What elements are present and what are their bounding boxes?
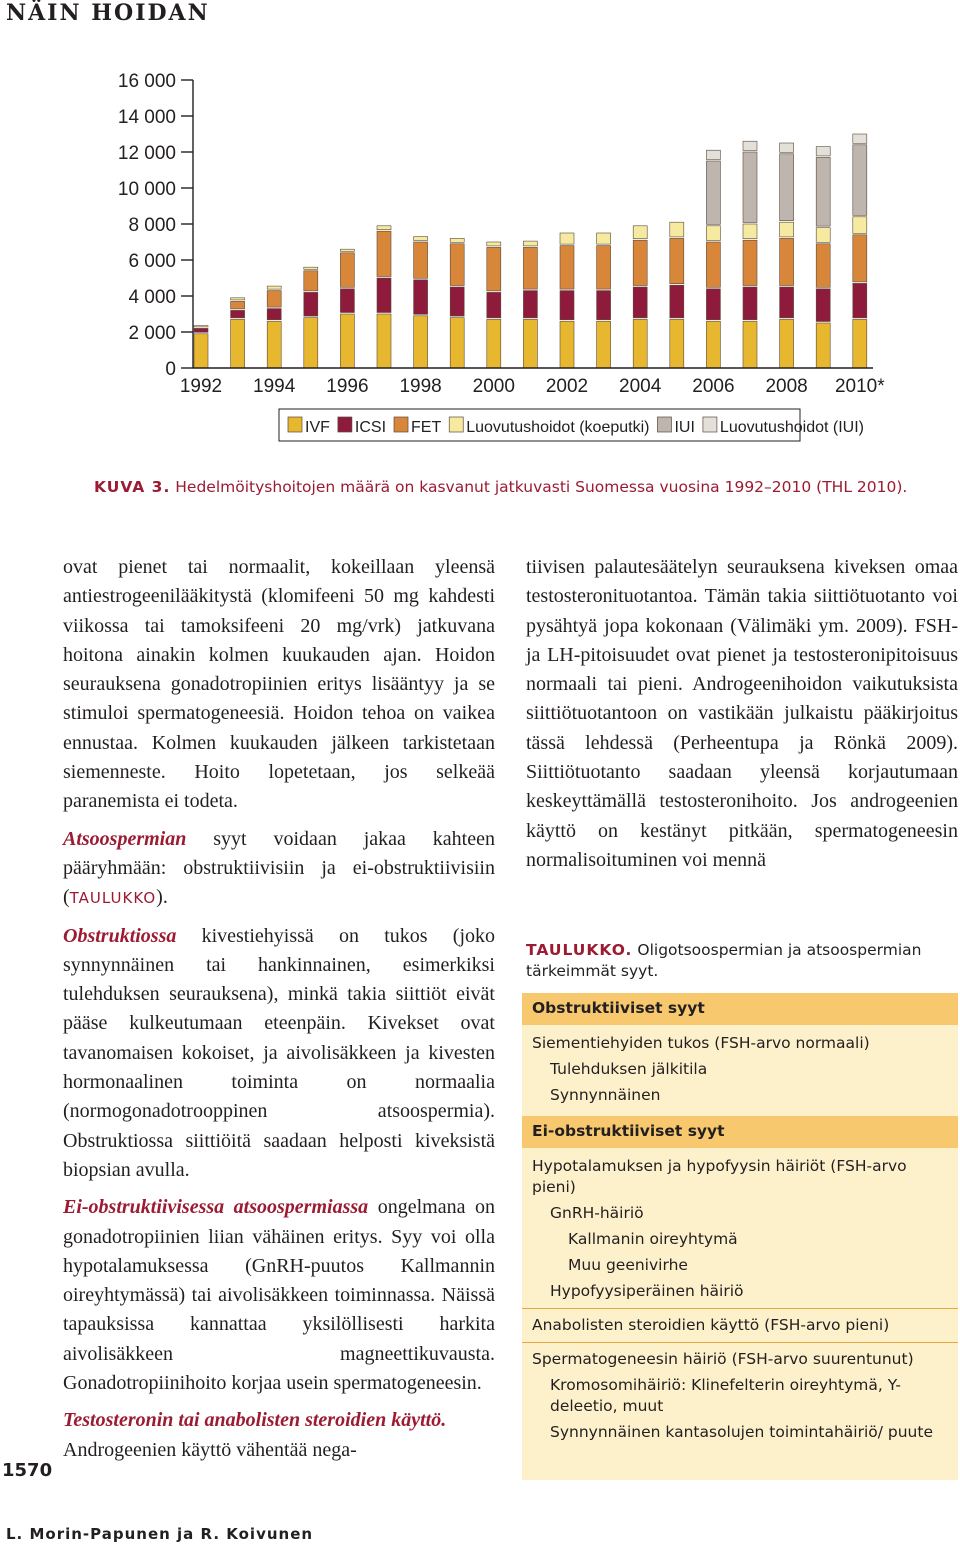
bar-segment bbox=[560, 233, 574, 244]
bar-segment bbox=[231, 298, 245, 300]
table-item: Siementiehyiden tukos (FSH-arvo normaali) bbox=[532, 1034, 870, 1052]
bar-segment bbox=[304, 292, 318, 316]
paragraph bbox=[63, 825, 495, 914]
bar-segment bbox=[633, 226, 647, 239]
bar-segment bbox=[414, 280, 428, 315]
table-caption bbox=[526, 940, 958, 982]
bar-segment bbox=[853, 283, 867, 318]
text-column-right bbox=[526, 553, 958, 875]
bar-segment bbox=[523, 247, 537, 289]
bar-segment bbox=[597, 291, 611, 320]
bar-segment bbox=[743, 287, 757, 320]
y-tick-label: 14 000 bbox=[117, 107, 176, 128]
bar-segment bbox=[780, 222, 794, 237]
paragraph bbox=[63, 1406, 495, 1465]
bar-segment bbox=[450, 244, 464, 286]
legend-swatch bbox=[449, 417, 463, 432]
bar-segment bbox=[816, 157, 830, 226]
bar-segment bbox=[523, 291, 537, 318]
figure-caption-text: Hedelmöityshoitojen määrä on kasvanut jatkuvasti Suomessa vuosina 1992–2010 (THL 2010). bbox=[175, 478, 908, 496]
table-group bbox=[522, 1148, 958, 1308]
bar-segment bbox=[304, 318, 318, 368]
bar-segment bbox=[560, 291, 574, 320]
legend-label: IUI bbox=[674, 419, 695, 436]
bar-segment bbox=[231, 310, 245, 318]
table-item: Hypotalamuksen ja hypofyysin häiriöt (FSH-arvo pieni) bbox=[532, 1157, 907, 1196]
bar-segment bbox=[194, 328, 208, 332]
table-item: Anabolisten steroidien käyttö (FSH-arvo pieni) bbox=[532, 1316, 890, 1334]
bar-segment bbox=[780, 154, 794, 221]
y-tick-label: 12 000 bbox=[117, 143, 176, 164]
paragraph bbox=[63, 1193, 495, 1398]
section-header: NÄIN HOIDAN bbox=[6, 0, 210, 26]
causes-table bbox=[522, 993, 958, 1480]
table-group bbox=[522, 1025, 958, 1112]
table-subitem: Muu geenivirhe bbox=[568, 1256, 688, 1274]
paragraph-text: Androgeenien käyttö vähentää nega- bbox=[63, 1438, 357, 1461]
paragraph-text: kivestiehyissä on tukos (joko synnynnäinen tai hankinnainen, esimerkiksi tulehduksen seurauksena), minkä takia siittiöt eivät pääse kulkeutumaan eteenpäin. Kivekset ovat tavanomaisen kokoiset, ja aivolisäkkeen ja kivesten hormonaalinen toiminta on normaalia (normogonadotrooppinen atsoospermia). Obstruktiossa siittiöitä saadaan helposti kiveksistä biopsian avulla. bbox=[63, 924, 495, 1181]
paragraph: ovat pienet tai normaalit, kokeillaan yleensä antiestrogeenilääkitystä (klomifeeni 50 mg kahdesti viikossa tai tamoksifeeni 20 mg/vrk) jatkuvana hoitona ainakin kolmen kuukauden ajan. Hoidon seurauksena gonadotropiinien eritys lisääntyy ja se stimuloi spermatogeneesiä. Hoidon tehoa on vaikea ennustaa. Kolmen kuukauden jälkeen tarkistetaan siemenneste. Hoito lopetetaan, jos selkeää paranemista ei todeta. bbox=[63, 556, 495, 813]
x-tick-label: 2010* bbox=[834, 376, 885, 397]
x-tick-label: 2000 bbox=[472, 376, 515, 397]
bar-chart bbox=[0, 55, 960, 455]
bar-segment bbox=[377, 231, 391, 276]
legend-label: FET bbox=[411, 419, 442, 436]
bar-segment bbox=[487, 292, 501, 318]
bar-segment bbox=[304, 267, 318, 269]
bar-segment bbox=[231, 301, 245, 309]
table-header-non-obstructive: Ei-obstruktiiviset syyt bbox=[522, 1116, 958, 1148]
table-subitem: Synnynnäinen bbox=[550, 1086, 661, 1104]
bar-segment bbox=[670, 238, 684, 283]
bar-segment bbox=[853, 145, 867, 216]
bar-segment bbox=[377, 226, 391, 230]
x-tick-label: 2002 bbox=[545, 376, 589, 397]
bar-segment bbox=[780, 238, 794, 285]
bar-segment bbox=[816, 228, 830, 243]
bar-segment bbox=[267, 309, 281, 320]
table-header-obstructive: Obstruktiiviset syyt bbox=[522, 993, 958, 1025]
bar-segment bbox=[194, 326, 208, 327]
bar-segment bbox=[523, 319, 537, 368]
x-tick-label: 1992 bbox=[179, 376, 223, 397]
bar-segment bbox=[340, 253, 354, 287]
paragraph: tiivisen palautesäätelyn seurauksena kiveksen omaa testosteronituotantoa. Tämän takia siittiötuotanto voi pysähtyä jopa kokonaan (Välimäki ym. 2009). FSH- ja LH-pitoisuudet ovat pienet ja testosteronipitoisuus normaali tai pieni. Androgeenihoidon vaikutuksista siittiötuotantoon on vastikään julkaistu pääkirjoitus tässä lehdessä (Perheentupa ja Rönkä 2009). Siittiötuotanto saadaan yleensä korjautumaan keskeyttämällä testosteronihoito. Jos androgeenien käyttö on kestänyt pitkään, spermatogeneesin normalisoituminen voi mennä bbox=[526, 556, 958, 871]
paragraph-text: syyt voidaan jakaa kahteen pääryhmään: obstruktiivisiin ja ei-obstruktiivisiin ( bbox=[63, 827, 495, 909]
paragraph-text: ongelmana on gonadotropiinien liian vähäinen eritys. Syy voi olla hypotalamuksessa (GnRH-puutos Kallmannin oireyhtymässä) tai aivolisäkkeen toiminnassa. Näissä tapauksissa kannattaa yksilöllisesti harkita aivolisäkkeen magneettikuvausta. Gonadotropiinihoito korjaa usein spermatogeneesin. bbox=[63, 1196, 495, 1395]
bar-segment bbox=[194, 334, 208, 368]
bar-segment bbox=[853, 319, 867, 368]
y-tick-label: 16 000 bbox=[117, 71, 176, 92]
x-tick-label: 1994 bbox=[253, 376, 296, 397]
bar-segment bbox=[231, 319, 245, 368]
bar-segment bbox=[670, 222, 684, 237]
bar-segment bbox=[780, 319, 794, 368]
y-tick-label: 2 000 bbox=[128, 323, 176, 344]
table-subitem: Kallmanin oireyhtymä bbox=[568, 1230, 738, 1248]
page-number: 1570 bbox=[2, 1460, 53, 1481]
y-tick-label: 8 000 bbox=[128, 215, 176, 236]
figure-caption bbox=[94, 478, 907, 496]
y-tick-label: 0 bbox=[165, 359, 176, 380]
bar-segment bbox=[414, 242, 428, 278]
x-tick-label: 1996 bbox=[326, 376, 369, 397]
x-tick-label: 1998 bbox=[399, 376, 442, 397]
table-subitem: Tulehduksen jälkitila bbox=[550, 1060, 708, 1078]
text-column-left bbox=[63, 553, 495, 1465]
table-caption-text: Oligotsoospermian ja atsoospermian tärkeimmät syyt. bbox=[526, 941, 922, 980]
bar-segment bbox=[523, 241, 537, 246]
table-subitem: Hypofyysiperäinen häiriö bbox=[550, 1282, 744, 1300]
paragraph-text: ). bbox=[156, 886, 168, 909]
y-tick-label: 10 000 bbox=[117, 179, 176, 200]
paragraph bbox=[63, 922, 495, 1186]
bar-segment bbox=[340, 249, 354, 251]
bar-segment bbox=[743, 321, 757, 368]
y-tick-label: 4 000 bbox=[128, 287, 176, 308]
bar-segment bbox=[853, 235, 867, 282]
term-ei-obstruktiivinen: Ei-obstruktiivisessa atsoospermiassa bbox=[63, 1196, 369, 1219]
bar-segment bbox=[706, 150, 720, 159]
table-group bbox=[522, 1342, 958, 1449]
bar-segment bbox=[487, 247, 501, 291]
legend-label: Luovutushoidot (koeputki) bbox=[466, 419, 650, 436]
legend-label: IVF bbox=[305, 419, 330, 436]
bar-segment bbox=[340, 289, 354, 313]
bar-segment bbox=[706, 161, 720, 224]
bar-segment bbox=[633, 240, 647, 285]
bar-segment bbox=[706, 242, 720, 287]
bar-segment bbox=[706, 321, 720, 368]
bar-segment bbox=[487, 242, 501, 246]
legend-label: ICSI bbox=[354, 419, 387, 436]
bar-segment bbox=[560, 321, 574, 368]
legend-swatch bbox=[338, 417, 352, 432]
legend-swatch bbox=[657, 417, 671, 432]
bar-segment bbox=[450, 287, 464, 316]
x-tick-label: 2006 bbox=[692, 376, 735, 397]
bar-segment bbox=[706, 226, 720, 241]
bar-segment bbox=[377, 314, 391, 368]
term-atsoospermia: Atsoospermian bbox=[63, 827, 187, 850]
bar-segment bbox=[487, 319, 501, 368]
bar-segment bbox=[340, 314, 354, 368]
bar-segment bbox=[560, 246, 574, 290]
table-item: Spermatogeneesin häiriö (FSH-arvo suurentunut) bbox=[532, 1350, 914, 1368]
bar-segment bbox=[743, 224, 757, 239]
bar-segment bbox=[597, 233, 611, 244]
bar-segment bbox=[597, 246, 611, 290]
bar-segment bbox=[670, 285, 684, 318]
table-group bbox=[522, 1308, 958, 1342]
legend-label: Luovutushoidot (IUI) bbox=[719, 419, 864, 436]
bar-segment bbox=[633, 319, 647, 368]
bar-segment bbox=[670, 319, 684, 368]
bar-segment bbox=[816, 289, 830, 322]
bar-segment bbox=[743, 152, 757, 223]
table-subitem: Synnynnäinen kantasolujen toimintahäiriö/ puute bbox=[550, 1423, 933, 1441]
bar-segment bbox=[597, 321, 611, 368]
bar-segment bbox=[780, 143, 794, 152]
table-label: TAULUKKO. bbox=[526, 941, 633, 959]
bar-segment bbox=[743, 141, 757, 150]
table-reference: TAULUKKO bbox=[69, 889, 157, 908]
term-testosteroni: Testosteronin tai anabolisten steroidien käyttö. bbox=[63, 1409, 447, 1432]
bar-segment bbox=[706, 289, 720, 320]
bar-segment bbox=[414, 237, 428, 241]
bar-segment bbox=[267, 286, 281, 289]
table-subitem: Kromosomihäiriö: Klinefelterin oireyhtymä, Y-deleetio, muut bbox=[550, 1376, 901, 1415]
bar-segment bbox=[816, 147, 830, 156]
bar-segment bbox=[450, 318, 464, 368]
bar-segment bbox=[743, 240, 757, 285]
legend-swatch bbox=[288, 417, 302, 432]
bar-segment bbox=[450, 238, 464, 242]
bar-segment bbox=[267, 321, 281, 368]
table-subitem: GnRH-häiriö bbox=[550, 1204, 644, 1222]
bar-segment bbox=[853, 217, 867, 234]
y-tick-label: 6 000 bbox=[128, 251, 176, 272]
bar-segment bbox=[377, 278, 391, 313]
legend-swatch bbox=[394, 417, 408, 432]
bar-segment bbox=[633, 287, 647, 318]
legend-swatch bbox=[703, 417, 717, 432]
bar-segment bbox=[414, 316, 428, 368]
bar-segment bbox=[780, 287, 794, 318]
term-obstruktio: Obstruktiossa bbox=[63, 924, 177, 947]
authors-footer: L. Morin-Papunen ja R. Koivunen bbox=[6, 1525, 314, 1543]
bar-segment bbox=[267, 291, 281, 308]
bar-segment bbox=[816, 244, 830, 287]
figure-label: KUVA 3. bbox=[94, 478, 171, 496]
bar-segment bbox=[853, 134, 867, 143]
x-tick-label: 2004 bbox=[619, 376, 662, 397]
x-tick-label: 2008 bbox=[765, 376, 808, 397]
bar-segment bbox=[816, 323, 830, 368]
bar-segment bbox=[304, 271, 318, 291]
